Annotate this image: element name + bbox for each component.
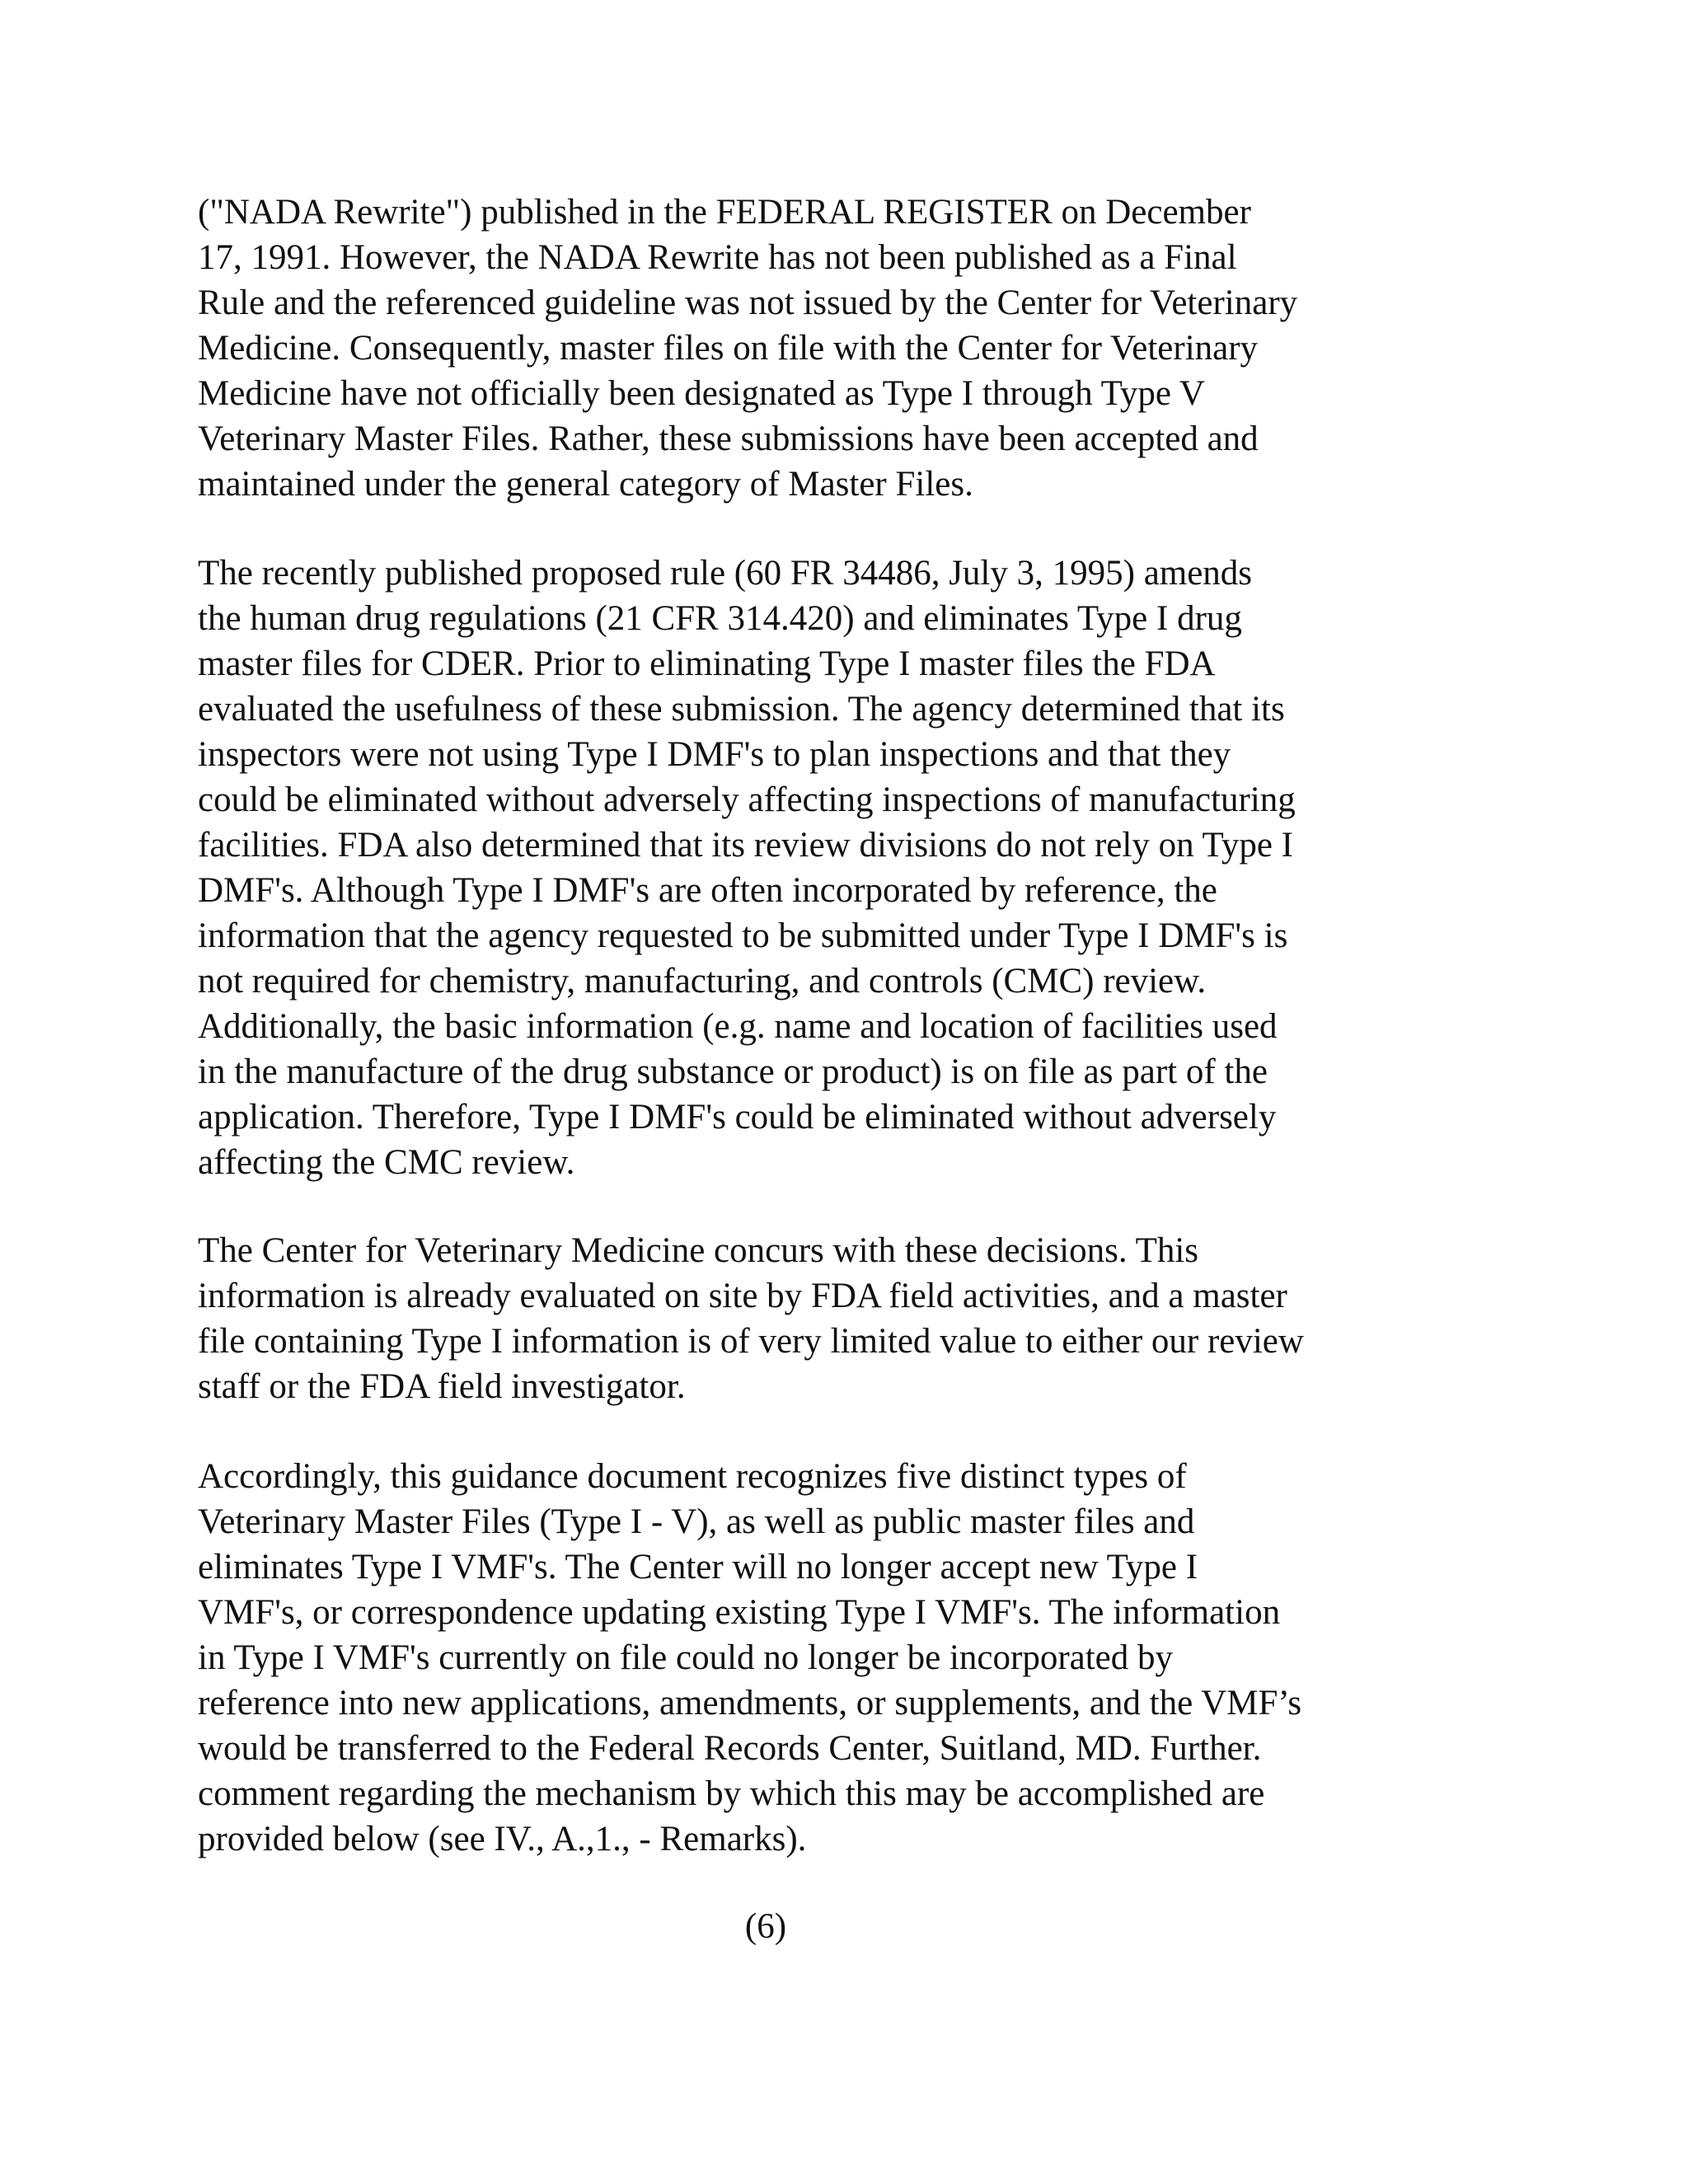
text-line: Accordingly, this guidance document recognizes five distinct types of: [198, 1457, 1187, 1496]
text-line: staff or the FDA field investigator.: [198, 1367, 686, 1406]
text-line: reference into new applications, amendments, or supplements, and the VMF’s: [198, 1684, 1302, 1722]
text-line: the human drug regulations (21 CFR 314.420) and eliminates Type I drug: [198, 599, 1242, 638]
text-line: master files for CDER. Prior to eliminating Type I master files the FDA: [198, 644, 1216, 683]
text-line: Medicine. Consequently, master files on file with the Center for Veterinary: [198, 329, 1259, 368]
text-line: comment regarding the mechanism by which this may be accomplished are: [198, 1774, 1265, 1813]
text-line: maintained under the general category of Master Files.: [198, 465, 973, 504]
text-line: The Center for Veterinary Medicine concurs with these decisions. This: [198, 1231, 1199, 1270]
text-line: eliminates Type I VMF's. The Center will no longer accept new Type I: [198, 1548, 1198, 1586]
paragraph-nada-rewrite: [198, 190, 1418, 507]
text-line: in Type I VMF's currently on file could no longer be incorporated by: [198, 1638, 1174, 1677]
page-number: (6): [744, 1907, 787, 1946]
text-line: Veterinary Master Files (Type I - V), as well as public master files and: [198, 1502, 1195, 1541]
text-line: would be transferred to the Federal Records Center, Suitland, MD. Further.: [198, 1729, 1262, 1768]
paragraph-proposed-rule: [198, 551, 1418, 1185]
text-line: ("NADA Rewrite") published in the FEDERAL REGISTER on December: [198, 193, 1251, 232]
text-line: inspectors were not using Type I DMF's to plan inspections and that they: [198, 735, 1231, 774]
text-line: information is already evaluated on site by FDA field activities, and a master: [198, 1277, 1287, 1315]
text-line: 17, 1991. However, the NADA Rewrite has not been published as a Final: [198, 238, 1237, 277]
text-line: evaluated the usefulness of these submission. The agency determined that its: [198, 690, 1285, 729]
text-line: Rule and the referenced guideline was not issued by the Center for Veterinary: [198, 284, 1298, 322]
text-line: information that the agency requested to be submitted under Type I DMF's is: [198, 916, 1288, 955]
text-line: could be eliminated without adversely affecting inspections of manufacturing: [198, 780, 1296, 819]
text-line: Medicine have not officially been designated as Type I through Type V: [198, 374, 1205, 413]
text-line: in the manufacture of the drug substance or product) is on file as part of the: [198, 1052, 1268, 1091]
text-line: provided below (see IV., A.,1., - Remarks).: [198, 1820, 807, 1858]
text-line: DMF's. Although Type I DMF's are often incorporated by reference, the: [198, 871, 1217, 910]
text-line: affecting the CMC review.: [198, 1143, 575, 1182]
text-line: application. Therefore, Type I DMF's could be eliminated without adversely: [198, 1098, 1277, 1137]
text-line: not required for chemistry, manufacturing, and controls (CMC) review.: [198, 962, 1207, 1001]
paragraph-cvm-concurs: [198, 1228, 1418, 1409]
text-line: VMF's, or correspondence updating existing Type I VMF's. The information: [198, 1593, 1281, 1632]
text-line: The recently published proposed rule (60 FR 34486, July 3, 1995) amends: [198, 554, 1253, 593]
text-line: Veterinary Master Files. Rather, these submissions have been accepted and: [198, 419, 1259, 458]
text-line: Additionally, the basic information (e.g. name and location of facilities used: [198, 1007, 1278, 1046]
paragraph-accordingly: [198, 1454, 1418, 1862]
text-line: file containing Type I information is of very limited value to either our review: [198, 1322, 1304, 1361]
text-line: facilities. FDA also determined that its review divisions do not rely on Type I: [198, 826, 1293, 865]
